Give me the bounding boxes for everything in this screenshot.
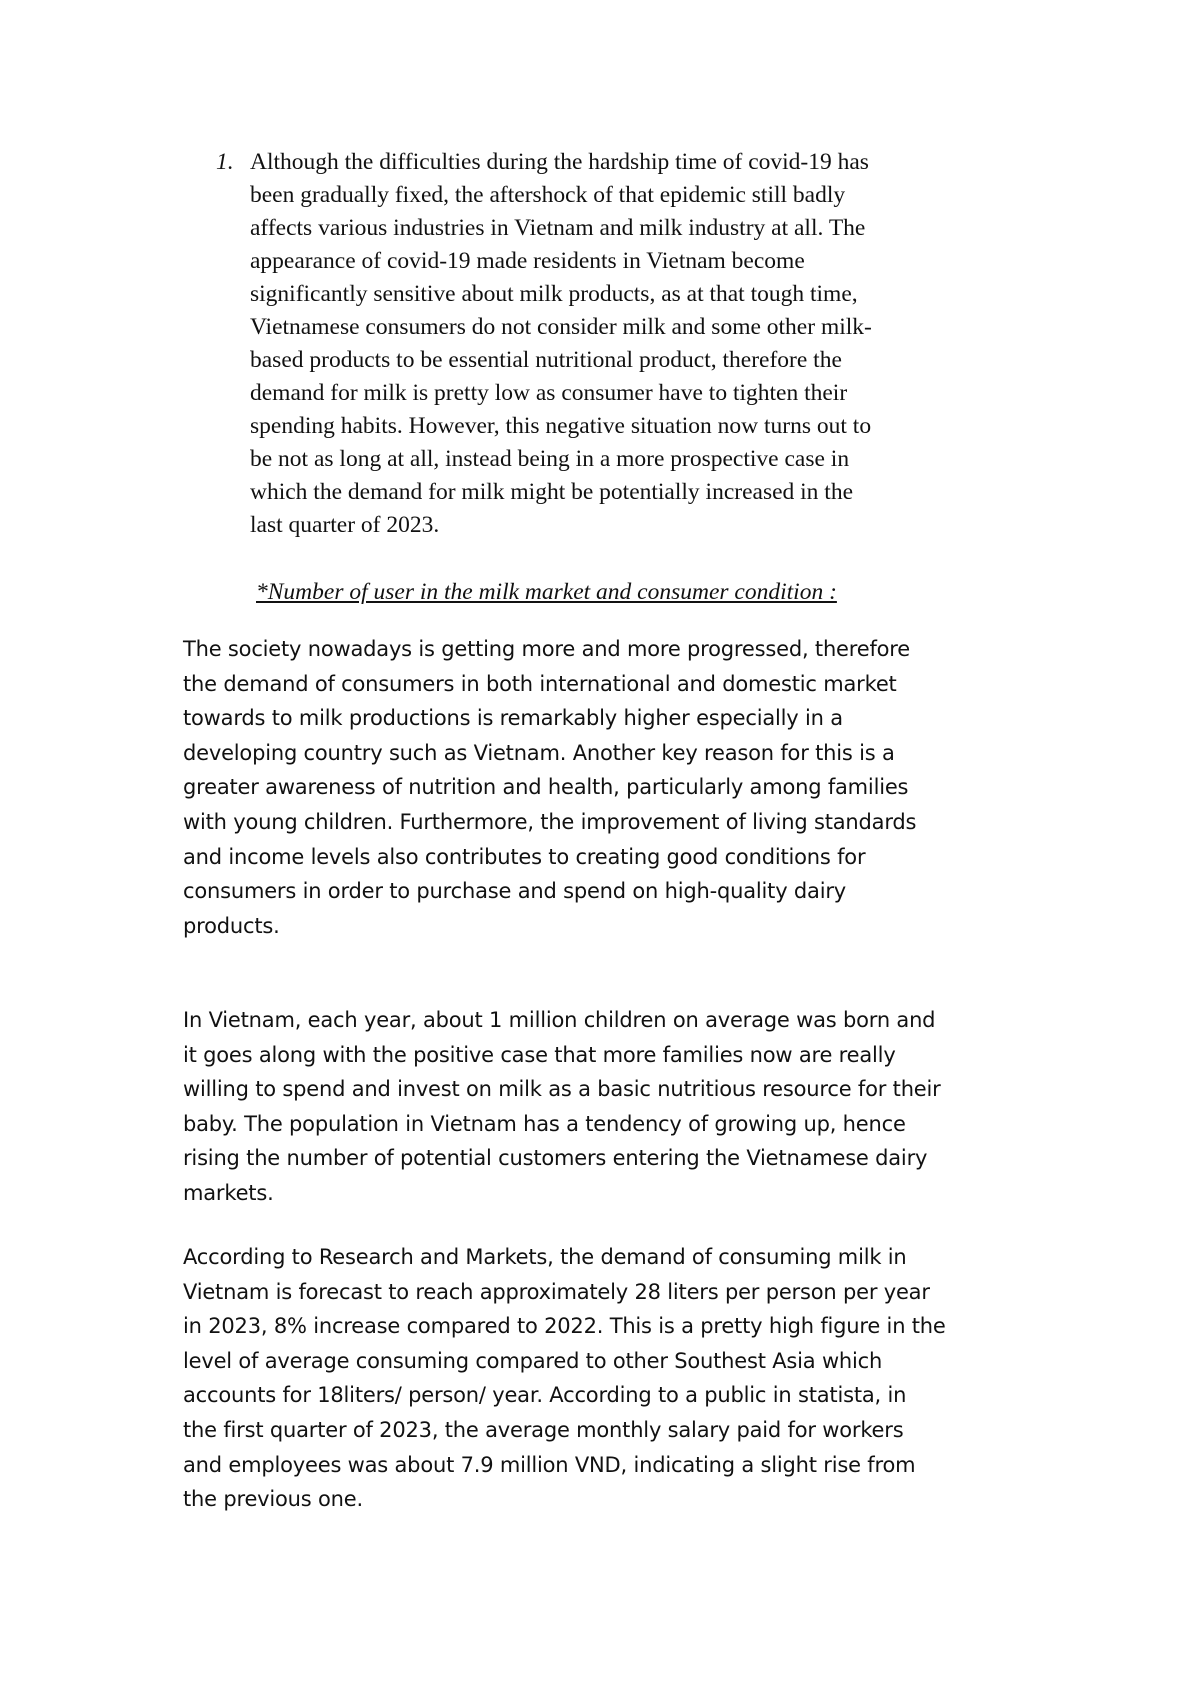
- text-line: been gradually fixed, the aftershock of that epidemic still badly: [250, 182, 846, 208]
- text-line: which the demand for milk might be potentially increased in the: [250, 479, 854, 505]
- text-line: based products to be essential nutritional product, therefore the: [250, 347, 842, 373]
- text-line: Vietnamese consumers do not consider milk and some other milk-: [250, 314, 872, 340]
- paragraph-population: [183, 1003, 1043, 1211]
- text-line: and income levels also contributes to creating good conditions for: [183, 844, 866, 869]
- text-line: baby. The population in Vietnam has a tendency of growing up, hence: [183, 1111, 906, 1136]
- text-line: demand for milk is pretty low as consumer have to tighten their: [250, 380, 848, 406]
- text-line: with young children. Furthermore, the improvement of living standards: [183, 809, 917, 834]
- text-line: markets.: [183, 1180, 274, 1205]
- text-line: it goes along with the positive case that more families now are really: [183, 1042, 896, 1067]
- text-line: greater awareness of nutrition and health, particularly among families: [183, 775, 909, 800]
- numbered-list-item: [216, 146, 1016, 542]
- text-line: The society nowadays is getting more and more progressed, therefore: [183, 637, 910, 661]
- text-line: accounts for 18liters/ person/ year. According to a public in statista, in: [183, 1383, 907, 1408]
- paragraph-consumer-demand: [183, 632, 1043, 943]
- text-line: affects various industries in Vietnam and milk industry at all. The: [250, 215, 866, 241]
- text-line: in 2023, 8% increase compared to 2022. This is a pretty high figure in the: [183, 1314, 946, 1339]
- paragraph-market-statistics: [183, 1240, 1043, 1517]
- text-line: products.: [183, 913, 280, 938]
- text-line: Although the difficulties during the hardship time of covid-19 has: [250, 149, 869, 175]
- text-line: last quarter of 2023.: [250, 512, 440, 538]
- text-line: According to Research and Markets, the demand of consuming milk in: [183, 1245, 907, 1269]
- text-line: significantly sensitive about milk products, as at that tough time,: [250, 281, 858, 307]
- text-line: the demand of consumers in both international and domestic market: [183, 671, 897, 696]
- text-line: In Vietnam, each year, about 1 million children on average was born and: [183, 1008, 936, 1032]
- list-number: 1.: [216, 149, 234, 175]
- text-line: appearance of covid-19 made residents in Vietnam become: [250, 248, 805, 274]
- text-line: consumers in order to purchase and spend on high-quality dairy: [183, 879, 846, 904]
- section-subheading: *Number of user in the milk market and consumer condition :: [256, 579, 837, 605]
- text-line: developing country such as Vietnam. Another key reason for this is a: [183, 740, 895, 765]
- text-line: level of average consuming compared to other Southest Asia which: [183, 1348, 883, 1373]
- list-item-text: [250, 146, 1016, 542]
- text-line: the previous one.: [183, 1487, 363, 1512]
- text-line: willing to spend and invest on milk as a basic nutritious resource for their: [183, 1077, 941, 1102]
- text-line: be not as long at all, instead being in a more prospective case in: [250, 446, 850, 472]
- text-line: spending habits. However, this negative situation now turns out to: [250, 413, 872, 439]
- text-line: Vietnam is forecast to reach approximately 28 liters per person per year: [183, 1279, 930, 1304]
- text-line: and employees was about 7.9 million VND, indicating a slight rise from: [183, 1452, 916, 1477]
- text-line: the first quarter of 2023, the average monthly salary paid for workers: [183, 1417, 904, 1442]
- text-line: towards to milk productions is remarkably higher especially in a: [183, 706, 843, 731]
- text-line: rising the number of potential customers entering the Vietnamese dairy: [183, 1146, 928, 1171]
